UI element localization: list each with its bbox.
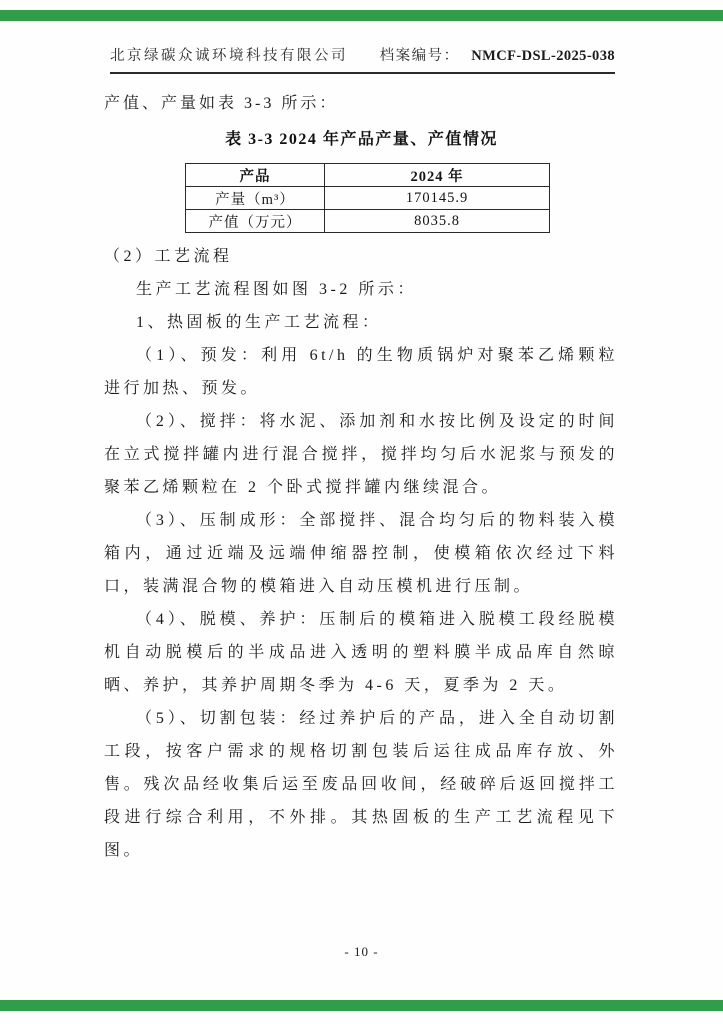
paragraph-step-3: （3）、压制成形：全部搅拌、混合均匀后的物料装入模箱内，通过近端及远端伸缩器控制，使模箱依次经过下料口，装满混合物的模箱进入自动压模机进行压制。 bbox=[104, 512, 618, 595]
lead-line-2: 1、热固板的生产工艺流程： bbox=[136, 314, 382, 331]
lead-line-1: 生产工艺流程图如图 3-2 所示： bbox=[136, 281, 417, 298]
table-row bbox=[186, 210, 550, 233]
section-heading: （2）工艺流程 bbox=[104, 248, 233, 265]
bottom-green-band bbox=[0, 1000, 723, 1011]
paragraph-step-5: （5）、切割包装：经过养护后的产品，进入全自动切割工段，按客户需求的规格切割包装后运往成品库存放、外售。残次品经收集后运至废品回收间，经破碎后返回搅拌工段进行综合利用，不外排。其热固板的生产工艺流程见下图。 bbox=[104, 710, 618, 859]
page-number: - 10 - bbox=[344, 944, 379, 959]
table-header-row bbox=[186, 164, 550, 187]
table-cell-output-value: 170145.9 bbox=[325, 187, 550, 210]
archive-number bbox=[380, 44, 615, 65]
table-cell-value-value: 8035.8 bbox=[325, 210, 550, 233]
paragraph-step-2: （2）、搅拌：将水泥、添加剂和水按比例及设定的时间在立式搅拌罐内进行混合搅拌，搅拌均匀后水泥浆与预发的聚苯乙烯颗粒在 2 个卧式搅拌罐内继续混合。 bbox=[104, 413, 618, 496]
table-cell-value-label: 产值（万元） bbox=[186, 210, 325, 233]
table-header-product: 产品 bbox=[186, 164, 325, 187]
company-name: 北京绿碳众诚环境科技有限公司 bbox=[110, 48, 348, 64]
table-row bbox=[186, 187, 550, 210]
archive-number-label: 档案编号： bbox=[379, 48, 460, 64]
paragraph-step-1: （1）、预发：利用 6t/h 的生物质锅炉对聚苯乙烯颗粒进行加热、预发。 bbox=[104, 347, 618, 397]
table-caption: 表 3-3 2024 年产品产量、产值情况 bbox=[225, 131, 498, 148]
document-header bbox=[110, 44, 615, 74]
intro-line: 产值、产量如表 3-3 所示： bbox=[104, 95, 339, 112]
table-header-year: 2024 年 bbox=[325, 164, 550, 187]
archive-number-value: NMCF-DSL-2025-038 bbox=[471, 48, 615, 64]
top-green-band bbox=[0, 10, 723, 21]
body-text bbox=[104, 240, 618, 867]
production-table bbox=[185, 163, 550, 233]
paragraph-step-4: （4）、脱模、养护：压制后的模箱进入脱模工段经脱模机自动脱模后的半成品进入透明的塑料膜半成品库自然晾晒、养护，其养护周期冬季为 4-6 天，夏季为 2 天。 bbox=[104, 611, 618, 694]
table-cell-output-label: 产量（m³） bbox=[186, 187, 325, 210]
